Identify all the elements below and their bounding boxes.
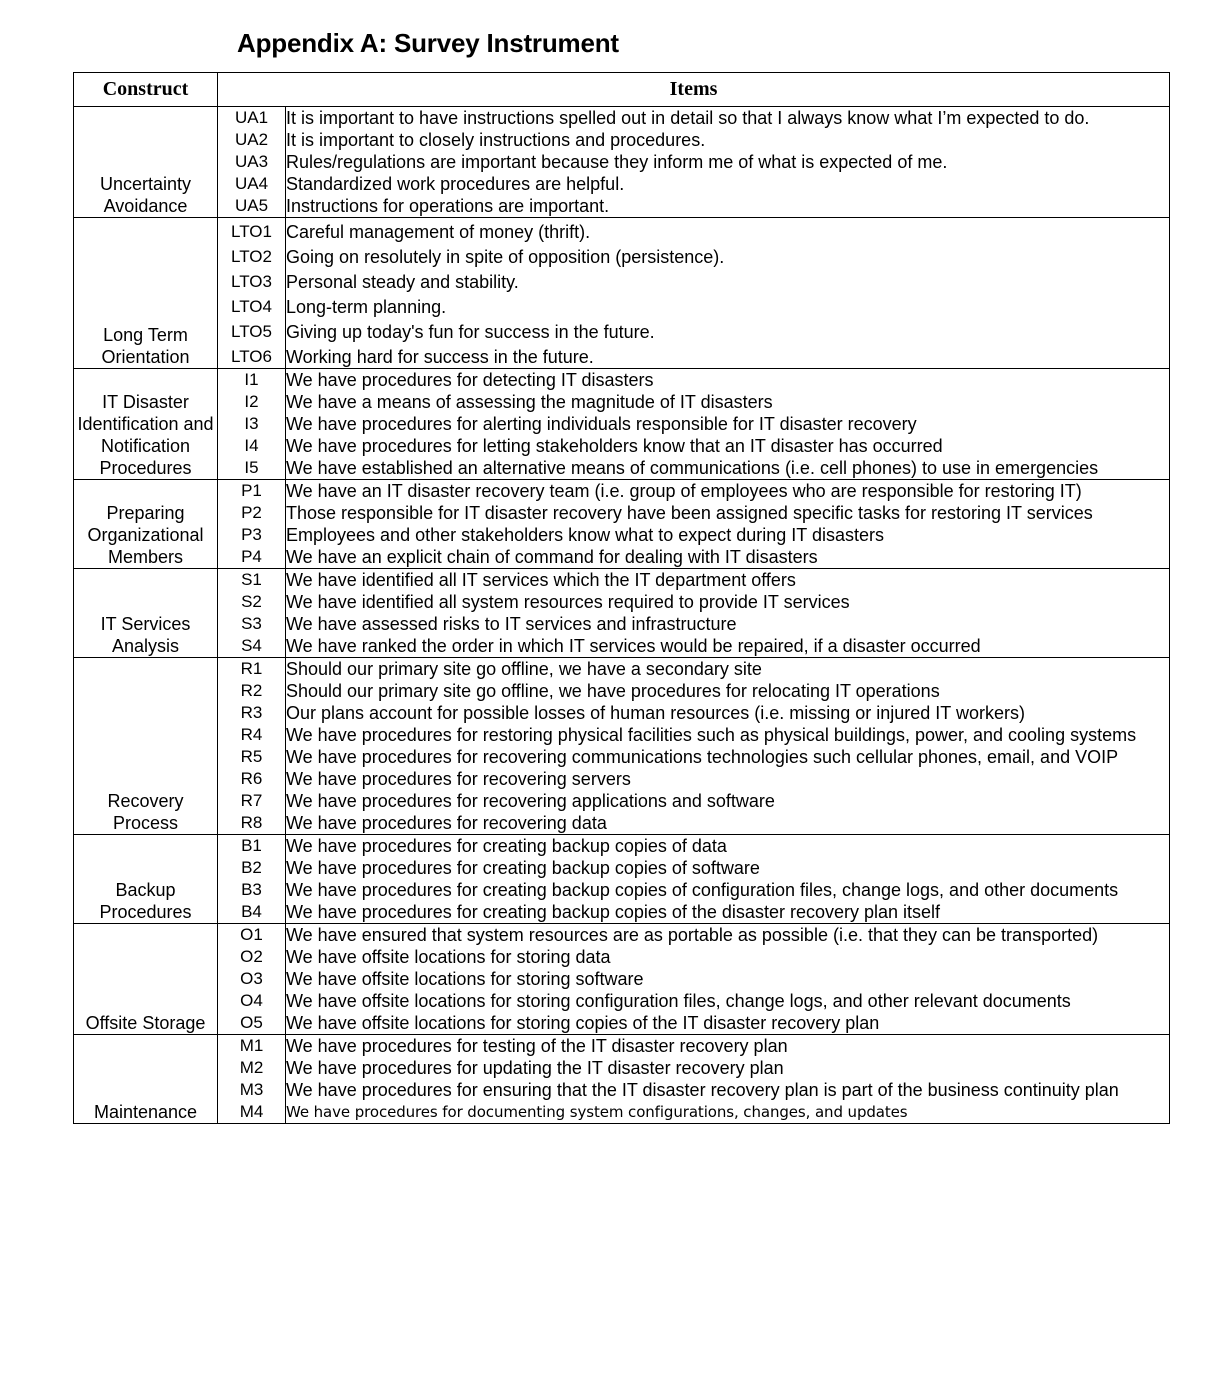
item-text: Standardized work procedures are helpful.: [286, 173, 1170, 195]
table-row: [74, 924, 1170, 947]
item-code: R4: [218, 724, 286, 746]
table-row: [74, 1079, 1170, 1101]
item-text: Going on resolutely in spite of opposition (persistence).: [286, 243, 1170, 268]
item-text: We have an IT disaster recovery team (i.e. group of employees who are responsible for restoring IT): [286, 480, 1170, 503]
table-row: [74, 480, 1170, 503]
table-row: [74, 318, 1170, 343]
item-code: S4: [218, 635, 286, 658]
item-code: LTO4: [218, 293, 286, 318]
item-text: We have procedures for creating backup copies of software: [286, 857, 1170, 879]
construct-cell: Backup Procedures: [74, 835, 218, 924]
item-code: R8: [218, 812, 286, 835]
item-code: I3: [218, 413, 286, 435]
construct-cell: Preparing Organizational Members: [74, 480, 218, 569]
item-text: We have procedures for updating the IT disaster recovery plan: [286, 1057, 1170, 1079]
item-text: We have offsite locations for storing data: [286, 946, 1170, 968]
item-code: P1: [218, 480, 286, 503]
table-row: [74, 1101, 1170, 1124]
item-text: We have procedures for testing of the IT disaster recovery plan: [286, 1035, 1170, 1058]
table-row: [74, 413, 1170, 435]
item-code: R7: [218, 790, 286, 812]
construct-cell: Uncertainty Avoidance: [74, 107, 218, 218]
table-row: [74, 502, 1170, 524]
table-row: [74, 702, 1170, 724]
item-text: We have procedures for ensuring that the IT disaster recovery plan is part of the business continuity plan: [286, 1079, 1170, 1101]
item-code: R3: [218, 702, 286, 724]
table-row: [74, 990, 1170, 1012]
item-text: We have ensured that system resources are as portable as possible (i.e. that they can be transported): [286, 924, 1170, 947]
item-code: I5: [218, 457, 286, 480]
table-row: [74, 457, 1170, 480]
item-code: UA2: [218, 129, 286, 151]
page-title: Appendix A: Survey Instrument: [237, 28, 619, 58]
table-row: [74, 129, 1170, 151]
item-code: P3: [218, 524, 286, 546]
table-row: [74, 746, 1170, 768]
items-column-header: Items: [218, 73, 1170, 107]
table-row: [74, 835, 1170, 858]
item-code: M2: [218, 1057, 286, 1079]
table-row: [74, 790, 1170, 812]
item-code: R1: [218, 658, 286, 681]
table-row: [74, 812, 1170, 835]
item-text: Should our primary site go offline, we have a secondary site: [286, 658, 1170, 681]
table-row: [74, 658, 1170, 681]
item-text: We have identified all IT services which the IT department offers: [286, 569, 1170, 592]
item-code: R5: [218, 746, 286, 768]
item-code: M1: [218, 1035, 286, 1058]
item-code: O3: [218, 968, 286, 990]
item-code: M4: [218, 1101, 286, 1124]
item-code: I1: [218, 369, 286, 392]
item-code: UA1: [218, 107, 286, 130]
item-code: B3: [218, 879, 286, 901]
item-code: UA5: [218, 195, 286, 218]
item-code: S3: [218, 613, 286, 635]
item-code: UA3: [218, 151, 286, 173]
table-row: [74, 635, 1170, 658]
item-text: We have procedures for recovering applications and software: [286, 790, 1170, 812]
table-row: [74, 724, 1170, 746]
item-code: O2: [218, 946, 286, 968]
table-row: [74, 243, 1170, 268]
table-row: [74, 173, 1170, 195]
item-text: We have procedures for alerting individuals responsible for IT disaster recovery: [286, 413, 1170, 435]
item-text: We have procedures for letting stakeholders know that an IT disaster has occurred: [286, 435, 1170, 457]
item-text: We have procedures for detecting IT disasters: [286, 369, 1170, 392]
table-row: [74, 524, 1170, 546]
table-row: [74, 901, 1170, 924]
item-text: We have an explicit chain of command for dealing with IT disasters: [286, 546, 1170, 569]
table-row: [74, 879, 1170, 901]
item-code: LTO3: [218, 268, 286, 293]
table-row: [74, 680, 1170, 702]
table-row: [74, 1012, 1170, 1035]
item-code: P2: [218, 502, 286, 524]
table-row: [74, 151, 1170, 173]
survey-instrument-table: [73, 72, 1170, 1124]
table-row: [74, 569, 1170, 592]
construct-cell: Maintenance: [74, 1035, 218, 1124]
construct-cell: Offsite Storage: [74, 924, 218, 1035]
table-row: [74, 546, 1170, 569]
item-text: We have procedures for recovering data: [286, 812, 1170, 835]
item-text: We have offsite locations for storing copies of the IT disaster recovery plan: [286, 1012, 1170, 1035]
item-code: R2: [218, 680, 286, 702]
item-text: We have assessed risks to IT services and infrastructure: [286, 613, 1170, 635]
item-code: O4: [218, 990, 286, 1012]
item-text: We have procedures for recovering communications technologies such cellular phones, email, and VOIP: [286, 746, 1170, 768]
item-text: Giving up today's fun for success in the future.: [286, 318, 1170, 343]
table-row: [74, 1057, 1170, 1079]
item-text: Should our primary site go offline, we have procedures for relocating IT operations: [286, 680, 1170, 702]
item-code: UA4: [218, 173, 286, 195]
construct-cell: IT Services Analysis: [74, 569, 218, 658]
table-row: [74, 1035, 1170, 1058]
item-code: I2: [218, 391, 286, 413]
item-text: Working hard for success in the future.: [286, 343, 1170, 369]
item-text: We have offsite locations for storing software: [286, 968, 1170, 990]
item-text: We have identified all system resources required to provide IT services: [286, 591, 1170, 613]
table-row: [74, 391, 1170, 413]
item-text: We have procedures for creating backup copies of configuration files, change logs, and other documents: [286, 879, 1170, 901]
item-text: Rules/regulations are important because they inform me of what is expected of me.: [286, 151, 1170, 173]
item-text: Our plans account for possible losses of human resources (i.e. missing or injured IT workers): [286, 702, 1170, 724]
item-code: B1: [218, 835, 286, 858]
item-code: B4: [218, 901, 286, 924]
construct-cell: Recovery Process: [74, 658, 218, 835]
table-row: [74, 613, 1170, 635]
item-code: LTO6: [218, 343, 286, 369]
item-code: B2: [218, 857, 286, 879]
table-row: [74, 218, 1170, 244]
item-text: It is important to closely instructions and procedures.: [286, 129, 1170, 151]
item-text: Long-term planning.: [286, 293, 1170, 318]
item-code: R6: [218, 768, 286, 790]
item-text: Instructions for operations are important.: [286, 195, 1170, 218]
item-text: It is important to have instructions spelled out in detail so that I always know what I’m expected to do.: [286, 107, 1170, 130]
item-code: S2: [218, 591, 286, 613]
item-code: O5: [218, 1012, 286, 1035]
table-row: [74, 968, 1170, 990]
item-code: LTO2: [218, 243, 286, 268]
construct-column-header: Construct: [74, 73, 218, 107]
table-header-row: [74, 73, 1170, 107]
item-code: M3: [218, 1079, 286, 1101]
table-row: [74, 369, 1170, 392]
table-row: [74, 107, 1170, 130]
item-text: We have ranked the order in which IT services would be repaired, if a disaster occurred: [286, 635, 1170, 658]
item-text: We have procedures for creating backup copies of data: [286, 835, 1170, 858]
item-text: We have procedures for restoring physical facilities such as physical buildings, power, and cooling systems: [286, 724, 1170, 746]
item-text: We have procedures for documenting system configurations, changes, and updates: [286, 1101, 1170, 1124]
item-code: LTO1: [218, 218, 286, 244]
item-text: Personal steady and stability.: [286, 268, 1170, 293]
table-row: [74, 293, 1170, 318]
table-row: [74, 268, 1170, 293]
item-text: We have offsite locations for storing configuration files, change logs, and other relevant documents: [286, 990, 1170, 1012]
construct-cell: Long Term Orientation: [74, 218, 218, 369]
item-text: We have established an alternative means of communications (i.e. cell phones) to use in emergencies: [286, 457, 1170, 480]
table-row: [74, 591, 1170, 613]
table-row: [74, 857, 1170, 879]
item-code: O1: [218, 924, 286, 947]
table-row: [74, 195, 1170, 218]
item-text: We have a means of assessing the magnitude of IT disasters: [286, 391, 1170, 413]
construct-cell: IT Disaster Identification and Notification Procedures: [74, 369, 218, 480]
table-row: [74, 343, 1170, 369]
item-text: Those responsible for IT disaster recovery have been assigned specific tasks for restoring IT services: [286, 502, 1170, 524]
table-row: [74, 946, 1170, 968]
item-text: Employees and other stakeholders know what to expect during IT disasters: [286, 524, 1170, 546]
item-code: LTO5: [218, 318, 286, 343]
item-code: I4: [218, 435, 286, 457]
survey-table-body: [74, 107, 1170, 1124]
item-code: S1: [218, 569, 286, 592]
item-text: We have procedures for recovering servers: [286, 768, 1170, 790]
item-text: We have procedures for creating backup copies of the disaster recovery plan itself: [286, 901, 1170, 924]
table-row: [74, 435, 1170, 457]
item-text: Careful management of money (thrift).: [286, 218, 1170, 244]
table-row: [74, 768, 1170, 790]
item-code: P4: [218, 546, 286, 569]
